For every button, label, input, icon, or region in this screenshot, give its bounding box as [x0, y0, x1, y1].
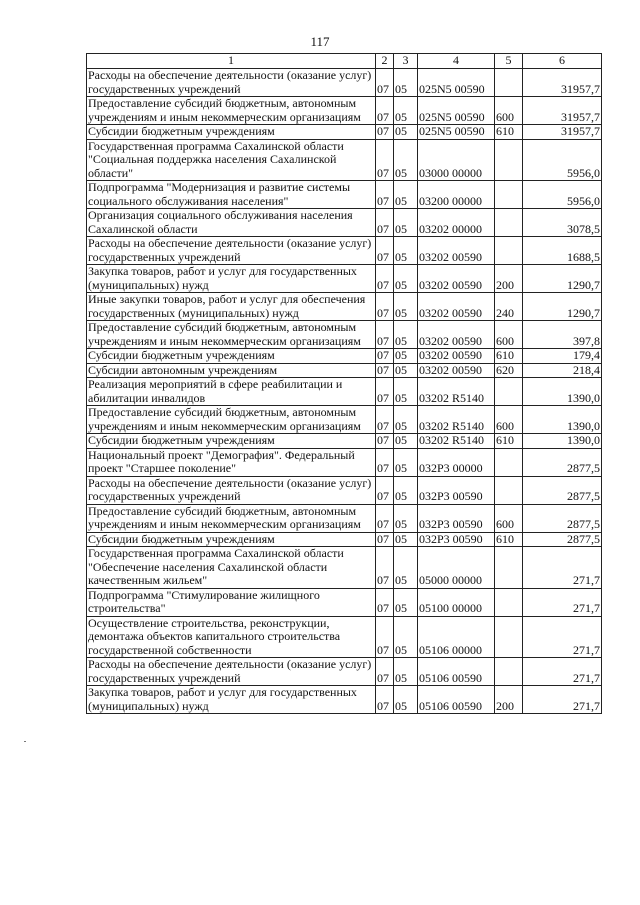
row-name: Субсидии бюджетным учреждениям: [87, 532, 376, 547]
row-subsection: 05: [394, 265, 418, 293]
row-expense-type: 600: [495, 97, 523, 125]
row-name: Субсидии бюджетным учреждениям: [87, 349, 376, 364]
row-expense-type: [495, 181, 523, 209]
row-section: 07: [376, 237, 394, 265]
row-expense-type: 610: [495, 349, 523, 364]
row-section: 07: [376, 448, 394, 476]
row-amount: 271,7: [523, 658, 602, 686]
row-section: 07: [376, 181, 394, 209]
row-name: Иные закупки товаров, работ и услуг для обеспечения государственных (муниципальных) нужд: [87, 293, 376, 321]
row-target-article: 032P3 00000: [418, 448, 495, 476]
row-expense-type: [495, 69, 523, 97]
row-subsection: 05: [394, 686, 418, 714]
row-expense-type: [495, 209, 523, 237]
table-row: [87, 588, 602, 616]
row-name: Расходы на обеспечение деятельности (оказание услуг) государственных учреждений: [87, 658, 376, 686]
row-expense-type: 600: [495, 406, 523, 434]
row-amount: 1290,7: [523, 293, 602, 321]
table-row: [87, 97, 602, 125]
row-amount: 271,7: [523, 616, 602, 658]
row-target-article: 05100 00000: [418, 588, 495, 616]
table-row: [87, 448, 602, 476]
row-expense-type: [495, 658, 523, 686]
row-amount: 3078,5: [523, 209, 602, 237]
row-section: 07: [376, 349, 394, 364]
col-header-target-article: 4: [418, 54, 495, 69]
row-target-article: 032P3 00590: [418, 476, 495, 504]
col-header-name: 1: [87, 54, 376, 69]
row-subsection: 05: [394, 616, 418, 658]
table-row: [87, 406, 602, 434]
table-row: [87, 125, 602, 140]
row-subsection: 05: [394, 293, 418, 321]
row-section: 07: [376, 547, 394, 589]
row-target-article: 032P3 00590: [418, 532, 495, 547]
row-expense-type: 200: [495, 265, 523, 293]
row-target-article: 05106 00590: [418, 686, 495, 714]
row-section: 07: [376, 125, 394, 140]
row-section: 07: [376, 406, 394, 434]
row-target-article: 03202 00590: [418, 265, 495, 293]
row-target-article: 03202 00590: [418, 349, 495, 364]
row-section: 07: [376, 588, 394, 616]
row-subsection: 05: [394, 237, 418, 265]
row-section: 07: [376, 434, 394, 449]
table-row: [87, 504, 602, 532]
table-row: [87, 532, 602, 547]
row-target-article: 025N5 00590: [418, 125, 495, 140]
row-target-article: 032P3 00590: [418, 504, 495, 532]
row-expense-type: [495, 616, 523, 658]
table-row: [87, 349, 602, 364]
row-amount: 271,7: [523, 547, 602, 589]
row-amount: 31957,7: [523, 125, 602, 140]
row-name: Предоставление субсидий бюджетным, автономным учреждениям и иным некоммерческим организациям: [87, 406, 376, 434]
table-row: [87, 686, 602, 714]
row-section: 07: [376, 504, 394, 532]
table-row: [87, 378, 602, 406]
row-name: Предоставление субсидий бюджетным, автономным учреждениям и иным некоммерческим организациям: [87, 321, 376, 349]
row-expense-type: 600: [495, 321, 523, 349]
row-subsection: 05: [394, 181, 418, 209]
row-name: Государственная программа Сахалинской области "Обеспечение населения Сахалинской области качественным жильем": [87, 547, 376, 589]
row-amount: 2877,5: [523, 448, 602, 476]
row-amount: 179,4: [523, 349, 602, 364]
row-amount: 1688,5: [523, 237, 602, 265]
row-name: Национальный проект "Демография". Федеральный проект "Старшее поколение": [87, 448, 376, 476]
row-target-article: 03202 00590: [418, 293, 495, 321]
row-expense-type: 620: [495, 363, 523, 378]
table-row: [87, 265, 602, 293]
row-expense-type: 610: [495, 434, 523, 449]
row-amount: 1290,7: [523, 265, 602, 293]
row-subsection: 05: [394, 363, 418, 378]
row-subsection: 05: [394, 349, 418, 364]
row-expense-type: [495, 588, 523, 616]
header-row: [87, 54, 602, 69]
margin-mark: [24, 741, 26, 742]
row-name: Закупка товаров, работ и услуг для государственных (муниципальных) нужд: [87, 265, 376, 293]
row-expense-type: [495, 139, 523, 181]
row-amount: 5956,0: [523, 181, 602, 209]
row-subsection: 05: [394, 97, 418, 125]
row-name: Реализация мероприятий в сфере реабилитации и абилитации инвалидов: [87, 378, 376, 406]
row-subsection: 05: [394, 406, 418, 434]
table-row: [87, 547, 602, 589]
row-subsection: 05: [394, 139, 418, 181]
row-expense-type: [495, 237, 523, 265]
row-amount: 1390,0: [523, 434, 602, 449]
row-target-article: 03202 R5140: [418, 378, 495, 406]
row-section: 07: [376, 69, 394, 97]
row-target-article: 025N5 00590: [418, 69, 495, 97]
col-header-expense-type: 5: [495, 54, 523, 69]
row-expense-type: 200: [495, 686, 523, 714]
row-subsection: 05: [394, 125, 418, 140]
row-target-article: 03000 00000: [418, 139, 495, 181]
row-target-article: 025N5 00590: [418, 97, 495, 125]
row-amount: 1390,0: [523, 378, 602, 406]
row-section: 07: [376, 265, 394, 293]
row-name: Расходы на обеспечение деятельности (оказание услуг) государственных учреждений: [87, 69, 376, 97]
row-amount: 271,7: [523, 588, 602, 616]
table-row: [87, 209, 602, 237]
row-section: 07: [376, 321, 394, 349]
row-amount: 5956,0: [523, 139, 602, 181]
row-target-article: 03202 R5140: [418, 406, 495, 434]
row-expense-type: 610: [495, 532, 523, 547]
col-header-amount: 6: [523, 54, 602, 69]
col-header-subsection: 3: [394, 54, 418, 69]
row-name: Государственная программа Сахалинской области "Социальная поддержка населения Сахалинской области": [87, 139, 376, 181]
row-target-article: 05106 00000: [418, 616, 495, 658]
budget-table: [86, 53, 602, 714]
row-target-article: 03202 00590: [418, 321, 495, 349]
row-subsection: 05: [394, 209, 418, 237]
row-section: 07: [376, 209, 394, 237]
table-row: [87, 434, 602, 449]
row-amount: 1390,0: [523, 406, 602, 434]
row-name: Субсидии бюджетным учреждениям: [87, 434, 376, 449]
table-row: [87, 658, 602, 686]
row-target-article: 03202 00590: [418, 363, 495, 378]
row-expense-type: [495, 476, 523, 504]
row-amount: 2877,5: [523, 532, 602, 547]
row-section: 07: [376, 293, 394, 321]
row-subsection: 05: [394, 588, 418, 616]
page-number: 117: [310, 34, 330, 49]
table-row: [87, 181, 602, 209]
row-expense-type: [495, 378, 523, 406]
row-amount: 2877,5: [523, 476, 602, 504]
row-subsection: 05: [394, 321, 418, 349]
row-name: Предоставление субсидий бюджетным, автономным учреждениям и иным некоммерческим организациям: [87, 504, 376, 532]
row-target-article: 03202 00590: [418, 237, 495, 265]
row-target-article: 03202 00000: [418, 209, 495, 237]
row-amount: 271,7: [523, 686, 602, 714]
row-subsection: 05: [394, 378, 418, 406]
row-expense-type: 600: [495, 504, 523, 532]
row-section: 07: [376, 616, 394, 658]
row-section: 07: [376, 139, 394, 181]
row-name: Расходы на обеспечение деятельности (оказание услуг) государственных учреждений: [87, 476, 376, 504]
table-row: [87, 616, 602, 658]
row-section: 07: [376, 363, 394, 378]
row-name: Субсидии автономным учреждениям: [87, 363, 376, 378]
row-section: 07: [376, 686, 394, 714]
row-expense-type: [495, 448, 523, 476]
row-section: 07: [376, 476, 394, 504]
row-expense-type: 610: [495, 125, 523, 140]
row-subsection: 05: [394, 434, 418, 449]
row-section: 07: [376, 378, 394, 406]
row-subsection: 05: [394, 547, 418, 589]
col-header-section: 2: [376, 54, 394, 69]
row-amount: 218,4: [523, 363, 602, 378]
row-amount: 2877,5: [523, 504, 602, 532]
row-target-article: 05106 00590: [418, 658, 495, 686]
row-subsection: 05: [394, 69, 418, 97]
table-row: [87, 293, 602, 321]
row-amount: 397,8: [523, 321, 602, 349]
row-section: 07: [376, 658, 394, 686]
row-target-article: 03200 00000: [418, 181, 495, 209]
row-subsection: 05: [394, 658, 418, 686]
row-name: Осуществление строительства, реконструкции, демонтажа объектов капитального строительства государственной собственности: [87, 616, 376, 658]
row-subsection: 05: [394, 532, 418, 547]
table-row: [87, 69, 602, 97]
row-name: Закупка товаров, работ и услуг для государственных (муниципальных) нужд: [87, 686, 376, 714]
row-target-article: 05000 00000: [418, 547, 495, 589]
table-row: [87, 321, 602, 349]
row-section: 07: [376, 532, 394, 547]
table-row: [87, 237, 602, 265]
table-row: [87, 139, 602, 181]
row-expense-type: [495, 547, 523, 589]
table-row: [87, 476, 602, 504]
row-name: Подпрограмма "Стимулирование жилищного строительства": [87, 588, 376, 616]
row-subsection: 05: [394, 476, 418, 504]
row-name: Подпрограмма "Модернизация и развитие системы социального обслуживания населения": [87, 181, 376, 209]
row-name: Предоставление субсидий бюджетным, автономным учреждениям и иным некоммерческим организациям: [87, 97, 376, 125]
row-name: Расходы на обеспечение деятельности (оказание услуг) государственных учреждений: [87, 237, 376, 265]
row-amount: 31957,7: [523, 97, 602, 125]
row-target-article: 03202 R5140: [418, 434, 495, 449]
row-name: Субсидии бюджетным учреждениям: [87, 125, 376, 140]
table-row: [87, 363, 602, 378]
row-expense-type: 240: [495, 293, 523, 321]
row-subsection: 05: [394, 448, 418, 476]
row-name: Организация социального обслуживания населения Сахалинской области: [87, 209, 376, 237]
row-subsection: 05: [394, 504, 418, 532]
row-section: 07: [376, 97, 394, 125]
row-amount: 31957,7: [523, 69, 602, 97]
